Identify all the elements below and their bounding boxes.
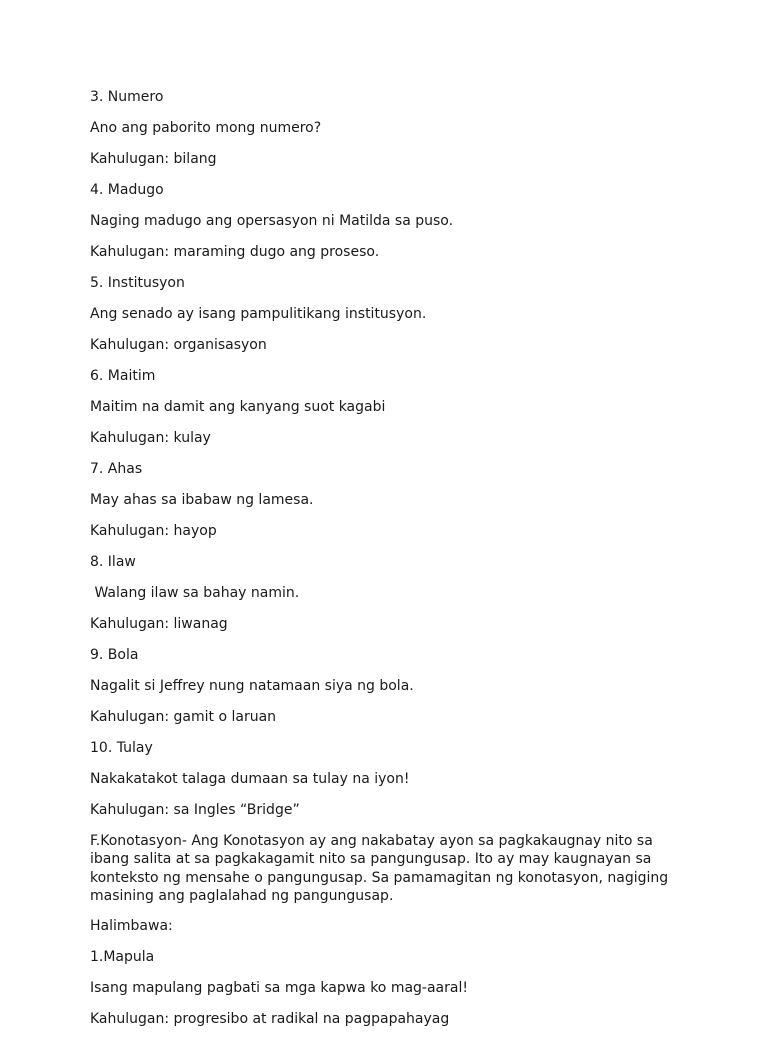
text-line: 7. Ahas [90,461,143,477]
text-line: Kahulugan: sa Ingles “Bridge” [90,802,300,818]
text-line: 5. Institusyon [90,275,185,291]
text-line: 9. Bola [90,647,139,663]
text-line: 4. Madugo [90,182,164,198]
document-page [90,88,680,1041]
text-line: Ang senado ay isang pampulitikang institusyon. [90,306,427,322]
text-line: Kahulugan: hayop [90,523,217,539]
text-line: Kahulugan: maraming dugo ang proseso. [90,244,380,260]
text-line: Nagalit si Jeffrey nung natamaan siya ng bola. [90,678,414,694]
text-line: Naging madugo ang opersasyon ni Matilda sa puso. [90,213,454,229]
text-line: Kahulugan: bilang [90,151,217,167]
text-line: 3. Numero [90,89,164,105]
text-line: Walang ilaw sa bahay namin. [90,585,300,601]
text-line: 8. Ilaw [90,554,136,570]
text-line: 6. Maitim [90,368,156,384]
text-line: Kahulugan: gamit o laruan [90,709,277,725]
text-line: Nakakatakot talaga dumaan sa tulay na iyon! [90,771,410,787]
text-line: Kahulugan: organisasyon [90,337,267,353]
text-line: Isang mapulang pagbati sa mga kapwa ko mag-aaral! [90,980,468,997]
text-line: Maitim na damit ang kanyang suot kagabi [90,399,386,415]
konotasyon-paragraph: F.Konotasyon- Ang Konotasyon ay ang nakabatay ayon sa pagkakaugnay nito sa ibang salita at sa pagkakagamit nito sa pangungusap. Ito ay may kaugnayan sa konteksto ng mensahe o pangungusap. Sa pamamagitan ng konotasyon, nagiging masining ang paglalahad ng pangungusap. [90,833,669,904]
text-line: Halimbawa: [90,918,173,935]
text-line: Kahulugan: progresibo at radikal na pagpapahayag [90,1011,450,1028]
text-line: May ahas sa ibabaw ng lamesa. [90,492,314,508]
text-line: 1.Mapula [90,949,155,966]
text-line: Kahulugan: kulay [90,430,211,446]
text-line: Kahulugan: liwanag [90,616,228,632]
text-line: 10. Tulay [90,740,153,756]
text-line: Ano ang paborito mong numero? [90,120,322,136]
